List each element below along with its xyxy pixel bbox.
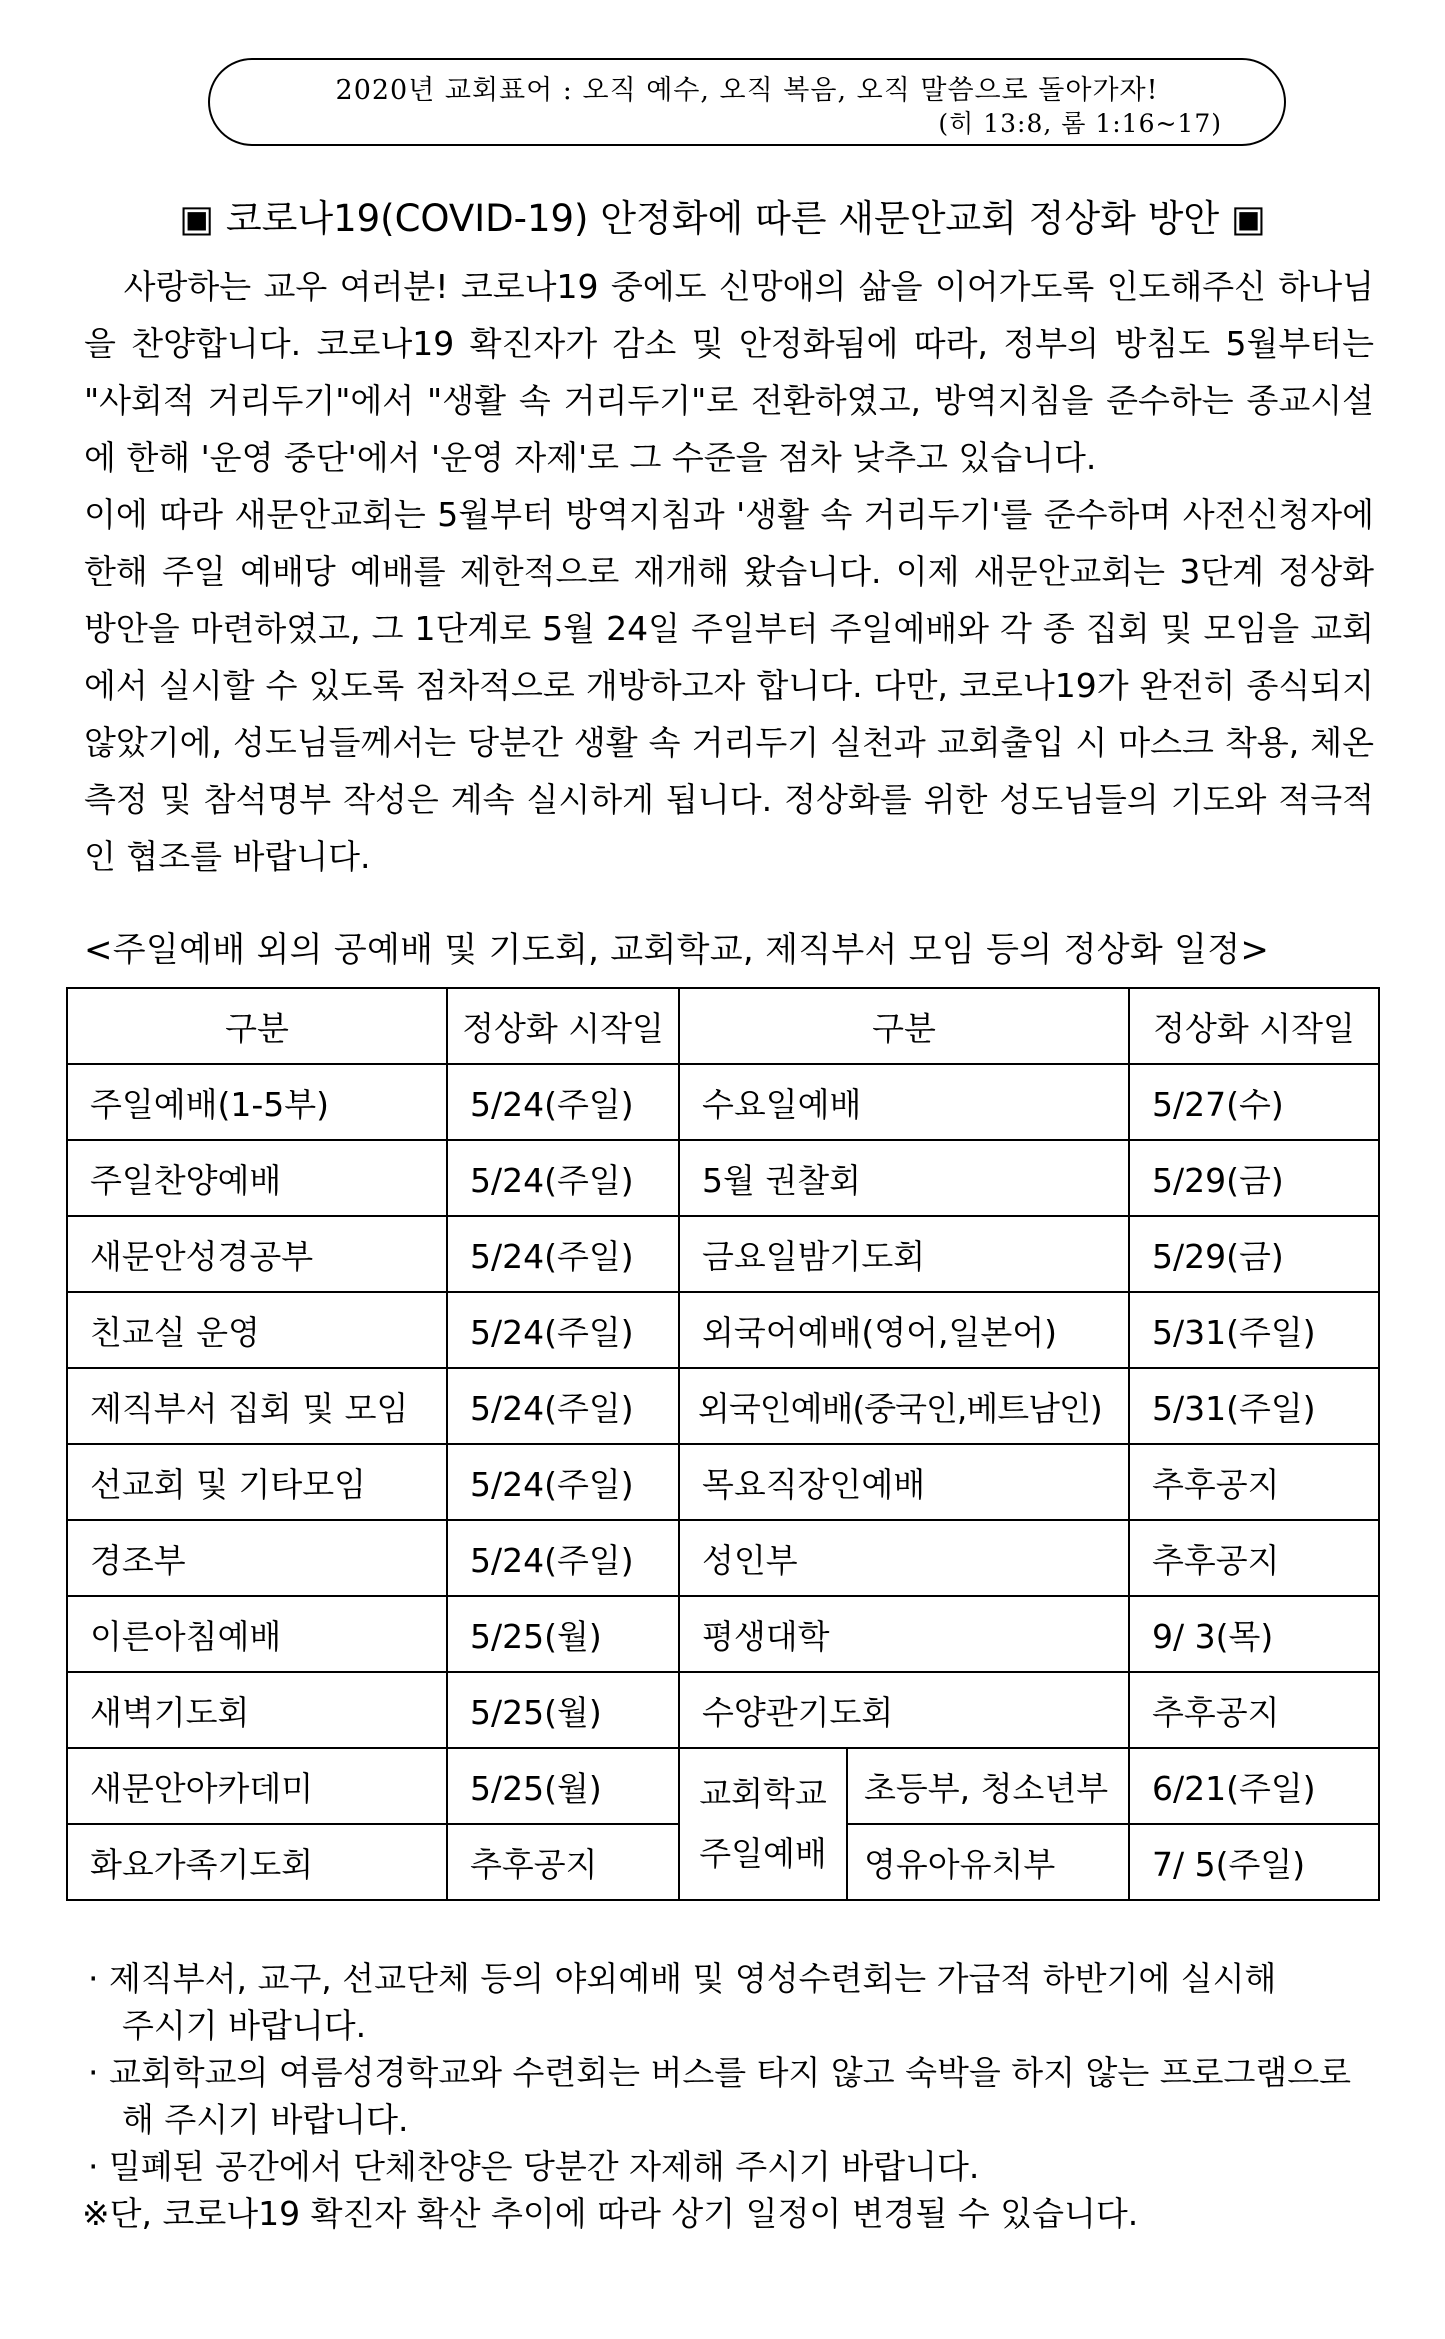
- note-3-line1: · 밀폐된 공간에서 단체찬양은 당분간 자제해 주시기 바랍니다.: [88, 2147, 980, 2186]
- header-category: 구분: [679, 988, 1129, 1064]
- note-1-line2: 주시기 바랍니다.: [122, 2006, 367, 2045]
- date-cell: 5/25(월): [447, 1672, 679, 1748]
- category-cell: 화요가족기도회: [67, 1824, 447, 1900]
- date-cell: 5/24(주일): [447, 1520, 679, 1596]
- header-start-date: 정상화 시작일: [447, 988, 679, 1064]
- category-cell: 수양관기도회: [679, 1672, 1129, 1748]
- table-row: [67, 1672, 1379, 1748]
- date-cell: 추후공지: [447, 1824, 679, 1900]
- schedule-title: <주일예배 외의 공예배 및 기도회, 교회학교, 제직부서 모임 등의 정상화 일정>: [84, 930, 1270, 970]
- category-cell: 새벽기도회: [67, 1672, 447, 1748]
- header-category: 구분: [67, 988, 447, 1064]
- category-cell: 친교실 운영: [67, 1292, 447, 1368]
- date-cell: 5/24(주일): [447, 1140, 679, 1216]
- note-2-line1: · 교회학교의 여름성경학교와 수련회는 버스를 타지 않고 숙박을 하지 않는 프로그램으로: [88, 2053, 1351, 2092]
- table-row: [67, 1292, 1379, 1368]
- date-cell: 5/24(주일): [447, 1064, 679, 1140]
- announcement-body: [84, 258, 1374, 885]
- document-title: ▣ 코로나19(COVID-19) 안정화에 따른 새문안교회 정상화 방안 ▣: [179, 197, 1266, 240]
- table-header-row: [67, 988, 1379, 1064]
- date-cell: 5/24(주일): [447, 1216, 679, 1292]
- category-cell: 주일찬양예배: [67, 1140, 447, 1216]
- date-cell: 5/25(월): [447, 1596, 679, 1672]
- table-row: [67, 1140, 1379, 1216]
- notes-section: [82, 1955, 1368, 2237]
- date-cell: 5/27(수): [1129, 1064, 1379, 1140]
- date-cell: 5/29(금): [1129, 1216, 1379, 1292]
- table-row: [67, 1368, 1379, 1444]
- table-row: [67, 1444, 1379, 1520]
- header-start-date: 정상화 시작일: [1129, 988, 1379, 1064]
- church-motto-box: [208, 58, 1286, 146]
- category-cell: 금요일밤기도회: [679, 1216, 1129, 1292]
- category-cell: 평생대학: [679, 1596, 1129, 1672]
- date-cell: 5/31(주일): [1129, 1292, 1379, 1368]
- category-cell: 이른아침예배: [67, 1596, 447, 1672]
- date-cell: 5/25(월): [447, 1748, 679, 1824]
- category-cell: 주일예배(1-5부): [67, 1064, 447, 1140]
- date-cell: 추후공지: [1129, 1444, 1379, 1520]
- sub-category-cell: 초등부, 청소년부: [847, 1748, 1129, 1824]
- motto-text: 2020년 교회표어 : 오직 예수, 오직 복음, 오직 말씀으로 돌아가자!: [335, 75, 1159, 106]
- table-row: [67, 1596, 1379, 1672]
- category-cell: 외국인예배(중국인,베트남인): [679, 1368, 1129, 1444]
- date-cell: 7/ 5(주일): [1129, 1824, 1379, 1900]
- footer-note: ※단, 코로나19 확진자 확산 추이에 따라 상기 일정이 변경될 수 있습니다.: [82, 2194, 1139, 2233]
- category-cell: 제직부서 집회 및 모임: [67, 1368, 447, 1444]
- category-cell: 경조부: [67, 1520, 447, 1596]
- date-cell: 5/24(주일): [447, 1368, 679, 1444]
- motto-verse-reference: (히 13:8, 롬 1:16~17): [938, 109, 1222, 138]
- category-cell: 목요직장인예배: [679, 1444, 1129, 1520]
- date-cell: 9/ 3(목): [1129, 1596, 1379, 1672]
- date-cell: 5/24(주일): [447, 1444, 679, 1520]
- category-cell: 새문안아카데미: [67, 1748, 447, 1824]
- date-cell: 5/31(주일): [1129, 1368, 1379, 1444]
- category-cell: 선교회 및 기타모임: [67, 1444, 447, 1520]
- table-row: [67, 1748, 1379, 1824]
- category-cell: 새문안성경공부: [67, 1216, 447, 1292]
- date-cell: 추후공지: [1129, 1672, 1379, 1748]
- note-1-line1: · 제직부서, 교구, 선교단체 등의 야외예배 및 영성수련회는 가급적 하반기에 실시해: [88, 1959, 1277, 1998]
- category-cell: 5월 권찰회: [679, 1140, 1129, 1216]
- table-row: [67, 1520, 1379, 1596]
- category-cell: 수요일예배: [679, 1064, 1129, 1140]
- sub-category-cell: 영유아유치부: [847, 1824, 1129, 1900]
- category-cell: 외국어예배(영어,일본어): [679, 1292, 1129, 1368]
- category-cell: 성인부: [679, 1520, 1129, 1596]
- paragraph-1: 사랑하는 교우 여러분! 코로나19 중에도 신망애의 삶을 이어가도록 인도해주신 하나님을 찬양합니다. 코로나19 확진자가 감소 및 안정화됨에 따라, 정부의 방침도 5월부터는 "사회적 거리두기"에서 "생활 속 거리두기"로 전환하였고, 방역지침을 준수하는 종교시설에 한해 '운영 중단'에서 '운영 자제'로 그 수준을 점차 낮추고 있습니다.: [84, 267, 1374, 477]
- group-label-line2: 주일예배: [699, 1834, 827, 1873]
- schedule-table: [66, 987, 1380, 1901]
- date-cell: 5/24(주일): [447, 1292, 679, 1368]
- table-row: [67, 1064, 1379, 1140]
- group-label-line1: 교회학교: [699, 1774, 827, 1813]
- date-cell: 6/21(주일): [1129, 1748, 1379, 1824]
- table-row: [67, 1216, 1379, 1292]
- note-2-line2: 해 주시기 바랍니다.: [122, 2100, 409, 2139]
- date-cell: 5/29(금): [1129, 1140, 1379, 1216]
- date-cell: 추후공지: [1129, 1520, 1379, 1596]
- church-school-group-cell: [679, 1748, 847, 1900]
- paragraph-2: 이에 따라 새문안교회는 5월부터 방역지침과 '생활 속 거리두기'를 준수하며 사전신청자에 한해 주일 예배당 예배를 제한적으로 재개해 왔습니다. 이제 새문안교회는 3단계 정상화 방안을 마련하였고, 그 1단계로 5월 24일 주일부터 주일예배와 각 종 집회 및 모임을 교회에서 실시할 수 있도록 점차적으로 개방하고자 합니다. 다만, 코로나19가 완전히 종식되지 않았기에, 성도님들께서는 당분간 생활 속 거리두기 실천과 교회출입 시 마스크 착용, 체온측정 및 참석명부 작성은 계속 실시하게 됩니다. 정상화를 위한 성도님들의 기도와 적극적인 협조를 바랍니다.: [84, 495, 1374, 876]
